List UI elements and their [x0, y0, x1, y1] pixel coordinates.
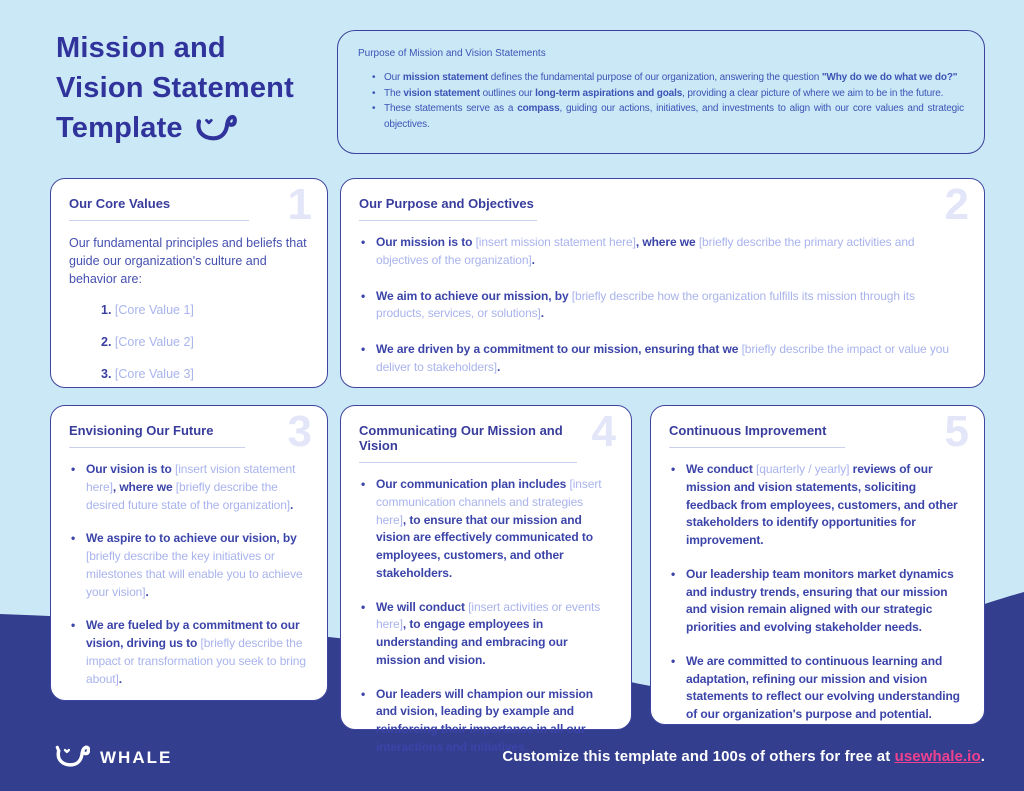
list-item: • Our vision is to [insert vision statement here], where we [briefly describe the desired future state of the organization]. — [69, 461, 309, 514]
card-intro-text: Our fundamental principles and beliefs that guide our organization's culture and behavior are: — [69, 236, 307, 287]
card-title: Our Core Values — [69, 196, 171, 211]
card-core-values — [50, 178, 328, 388]
list-item: • Our mission statement defines the fundamental purpose of our organization, answering the question "Why do we do what we do?" — [372, 70, 964, 86]
core-values-list — [69, 303, 309, 381]
card-purpose-objectives — [340, 178, 985, 388]
list-item: • We aim to achieve our mission, by [briefly describe how the organization fulfills its mission through its products, services, or solutions]. — [359, 288, 966, 324]
purpose-bullet-list — [358, 70, 964, 132]
card-title: Continuous Improvement — [669, 423, 827, 438]
card-bullet-list — [359, 234, 966, 377]
list-item: • We are committed to continuous learning and adaptation, refining our mission and vision statements to reflect our evolving understanding of our organization's purpose and potential. — [669, 653, 966, 724]
card-divider — [359, 462, 577, 463]
card-divider — [69, 447, 245, 448]
card-number: 1 — [287, 180, 312, 229]
card-title: Our Purpose and Objectives — [359, 196, 534, 211]
list-item: 3. [Core Value 3] — [101, 367, 194, 382]
list-item: • Our leadership team monitors market dynamics and industry trends, ensuring that our mission and vision remain aligned with our strategic priorities and evolving stakeholder needs. — [669, 566, 966, 637]
page-title-line: Vision Statement — [56, 72, 294, 104]
whale-smile-icon — [54, 742, 90, 774]
card-title: Envisioning Our Future — [69, 423, 214, 438]
card-continuous-improvement — [650, 405, 985, 725]
whale-logo — [54, 742, 172, 774]
card-title: Communicating Our Mission and Vision — [359, 423, 563, 453]
list-item: • We will conduct [insert activities or events here], to engage employees in understanding and embracing our mission and vision. — [359, 599, 613, 670]
page-title-line: Template — [56, 108, 294, 154]
list-item: • We are driven by a commitment to our mission, ensuring that we [briefly describe the impact or value you deliver to stakeholders]. — [359, 341, 966, 377]
page-title — [56, 28, 294, 154]
card-number: 3 — [287, 407, 312, 456]
card-divider — [359, 220, 537, 221]
list-item: • These statements serve as a compass, guiding our actions, initiatives, and investments to align with our core values and strategic objectives. — [372, 101, 964, 132]
usewhale-link[interactable]: usewhale.io — [894, 748, 981, 765]
card-bullet-list — [359, 476, 613, 757]
list-item: • Our leaders will champion our mission and vision, leading by example and reinforcing their importance in all our interactions and initiatives. — [359, 686, 613, 757]
card-communicating — [340, 405, 632, 754]
page-title-line: Mission and — [56, 32, 226, 64]
list-item: • Our mission is to [insert mission statement here], where we [briefly describe the primary activities and objectives of the organization]. — [359, 234, 966, 270]
list-item: • We are fueled by a commitment to our vision, driving us to [briefly describe the impact or transformation you seek to bring about]. — [69, 617, 309, 688]
list-item: • The vision statement outlines our long-term aspirations and goals, providing a clear picture of where we aim to be in the future. — [372, 86, 964, 102]
list-item: • Our communication plan includes [insert communication channels and strategies here], to ensure that our mission and vision are effectively communicated to employees, customers, and other stakeholders. — [359, 476, 613, 583]
footer-cta: Customize this template and 100s of others for free at usewhale.io. — [502, 748, 985, 765]
list-item: • We conduct [quarterly / yearly] reviews of our mission and vision statements, soliciting feedback from employees, customers, and other stakeholders to identify opportunities for improvement. — [669, 461, 966, 550]
brand-name: WHALE — [100, 748, 173, 767]
list-item: • We aspire to to achieve our vision, by [briefly describe the key initiatives or milestones that will enable you to achieve your vision]. — [69, 530, 309, 601]
card-envisioning-future — [50, 405, 328, 701]
card-number: 2 — [944, 180, 969, 229]
card-divider — [69, 220, 249, 221]
list-item: 1. [Core Value 1] — [101, 303, 194, 318]
card-bullet-list — [669, 461, 966, 724]
purpose-box-title: Purpose of Mission and Vision Statements — [358, 48, 546, 59]
purpose-box — [337, 30, 985, 154]
whale-smile-icon — [192, 111, 238, 154]
card-divider — [669, 447, 845, 448]
list-item: 2. [Core Value 2] — [101, 335, 194, 350]
card-number: 5 — [944, 407, 969, 456]
card-bullet-list — [69, 461, 309, 688]
card-number: 4 — [591, 407, 616, 456]
